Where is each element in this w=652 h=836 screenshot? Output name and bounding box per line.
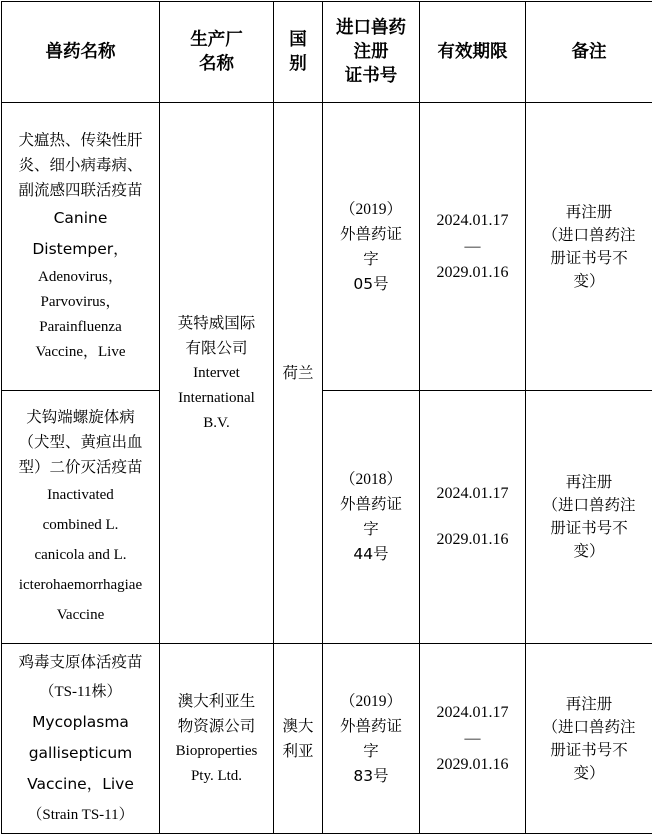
remark-line: 再注册 bbox=[565, 202, 613, 221]
drug-name-en-line: Canine bbox=[53, 209, 108, 227]
remark-line: （进口兽药注 bbox=[542, 496, 636, 514]
drug-name-en-line: canicola and L. bbox=[34, 546, 127, 563]
validity-cell bbox=[420, 103, 526, 391]
header-country-line2: 别 bbox=[289, 54, 307, 74]
remark-line: 再注册 bbox=[565, 694, 613, 713]
header-manufacturer bbox=[160, 2, 274, 103]
header-license-line2: 注册 bbox=[353, 42, 389, 62]
manufacturer-en-line: B.V. bbox=[203, 414, 230, 431]
header-drug-name: 兽药名称 bbox=[2, 2, 160, 103]
manufacturer-en-line: International bbox=[178, 389, 255, 406]
valid-separator: — bbox=[464, 237, 481, 255]
drug-name-cell bbox=[2, 103, 160, 391]
manufacturer-cell bbox=[160, 103, 274, 644]
drug-name-en-line: Mycoplasma bbox=[32, 713, 129, 731]
remark-line: （进口兽药注 bbox=[542, 225, 636, 244]
manufacturer-zh-line: 物资源公司 bbox=[177, 716, 256, 735]
remark-cell bbox=[526, 103, 652, 391]
drug-name-en-line: Inactivated bbox=[47, 486, 114, 503]
license-char: 字 bbox=[363, 741, 379, 760]
remark-line: （进口兽药注 bbox=[542, 717, 636, 736]
remark-cell bbox=[526, 644, 652, 834]
drug-name-zh-line: 型）二价灭活疫苗 bbox=[18, 457, 143, 476]
drug-name-zh-line: 犬钩端螺旋体病 bbox=[26, 407, 135, 426]
valid-separator: — bbox=[464, 729, 481, 747]
valid-from: 2024.01.17 bbox=[436, 211, 509, 229]
header-license-line3: 证书号 bbox=[344, 66, 398, 86]
drug-name-zh-line: （犬型、黄疸出血 bbox=[18, 432, 143, 451]
header-row bbox=[2, 2, 652, 103]
license-cell bbox=[323, 391, 420, 644]
drug-name-en-line: Vaccine，Live bbox=[27, 775, 134, 793]
header-country-line1: 国 bbox=[289, 30, 307, 50]
drug-name-en-line: （Strain TS-11） bbox=[27, 807, 134, 823]
remark-line: 册证书号不 bbox=[550, 519, 628, 537]
remark-line: 变） bbox=[573, 542, 605, 560]
header-license-number bbox=[323, 2, 420, 103]
table-row bbox=[2, 391, 652, 644]
remark-line: 册证书号不 bbox=[550, 740, 628, 759]
license-prefix: 外兽药证 bbox=[339, 495, 402, 513]
remark-line: 再注册 bbox=[565, 473, 613, 491]
country-cell bbox=[274, 644, 323, 834]
table-row bbox=[2, 103, 652, 391]
drug-name-strain-line: （TS-11株） bbox=[39, 684, 122, 700]
drug-name-cell bbox=[2, 391, 160, 644]
drug-name-cell bbox=[2, 644, 160, 834]
license-prefix: 外兽药证 bbox=[339, 224, 402, 243]
drug-name-en-line: Parainfluenza bbox=[39, 319, 122, 335]
license-char: 字 bbox=[363, 520, 379, 538]
valid-to: 2029.01.16 bbox=[436, 263, 509, 281]
remark-line: 变） bbox=[573, 763, 605, 782]
validity-cell bbox=[420, 391, 526, 644]
license-cell bbox=[323, 103, 420, 391]
valid-from: 2024.01.17 bbox=[436, 485, 509, 502]
drug-name-en-line: Distemper， bbox=[32, 240, 129, 258]
validity-cell bbox=[420, 644, 526, 834]
valid-from: 2024.01.17 bbox=[436, 703, 509, 721]
drug-name-en-line: combined L. bbox=[42, 516, 119, 533]
drug-name-en-line: Parvovirus， bbox=[40, 294, 121, 310]
drug-name-zh-line: 鸡毒支原体活疫苗 bbox=[18, 653, 143, 671]
manufacturer-en-line: Pty. Ltd. bbox=[190, 767, 243, 784]
license-year: （2019） bbox=[339, 200, 402, 218]
drug-name-en-line: icterohaemorrhagiae bbox=[18, 576, 143, 593]
header-country bbox=[274, 2, 323, 103]
drug-name-zh-line: 副流感四联活疫苗 bbox=[18, 181, 143, 199]
manufacturer-en-line: Intervet bbox=[193, 364, 240, 381]
license-year: （2019） bbox=[339, 692, 402, 710]
valid-separator bbox=[424, 507, 521, 527]
header-remarks: 备注 bbox=[526, 2, 652, 103]
manufacturer-zh-line: 英特威国际 bbox=[177, 313, 256, 332]
drug-name-zh-line: 犬瘟热、传染性肝 bbox=[18, 131, 143, 149]
country-line: 利亚 bbox=[282, 741, 314, 760]
drug-name-zh-line: 炎、细小病毒病、 bbox=[18, 156, 143, 174]
license-cell bbox=[323, 644, 420, 834]
valid-to: 2029.01.16 bbox=[436, 531, 509, 548]
manufacturer-zh-line: 有限公司 bbox=[185, 338, 248, 357]
remark-cell bbox=[526, 391, 652, 644]
drug-name-en-line: Vaccine，Live bbox=[35, 344, 126, 360]
manufacturer-zh-line: 澳大利亚生 bbox=[177, 691, 256, 710]
vet-drug-registration-table bbox=[1, 1, 652, 834]
drug-name-en-line: gallisepticum bbox=[28, 744, 133, 762]
drug-name-en-line: Vaccine bbox=[56, 606, 105, 623]
license-number: 83号 bbox=[353, 766, 389, 785]
remark-line: 册证书号不 bbox=[550, 248, 628, 267]
table-row bbox=[2, 644, 652, 834]
license-number: 44号 bbox=[353, 545, 389, 563]
country-cell: 荷兰 bbox=[274, 103, 323, 644]
remark-line: 变） bbox=[573, 271, 605, 290]
header-license-line1: 进口兽药 bbox=[336, 18, 406, 38]
drug-name-en-line: Adenovirus， bbox=[38, 269, 123, 285]
manufacturer-cell bbox=[160, 644, 274, 834]
header-manufacturer-line2: 名称 bbox=[199, 54, 234, 74]
valid-to: 2029.01.16 bbox=[436, 755, 509, 773]
license-number: 05号 bbox=[353, 274, 389, 293]
header-manufacturer-line1: 生产厂 bbox=[190, 30, 243, 50]
license-prefix: 外兽药证 bbox=[339, 716, 402, 735]
license-char: 字 bbox=[363, 249, 379, 268]
manufacturer-en-line: Bioproperties bbox=[175, 742, 258, 759]
country-line: 澳大 bbox=[282, 716, 314, 735]
header-validity: 有效期限 bbox=[420, 2, 526, 103]
license-year: （2018） bbox=[339, 471, 402, 488]
